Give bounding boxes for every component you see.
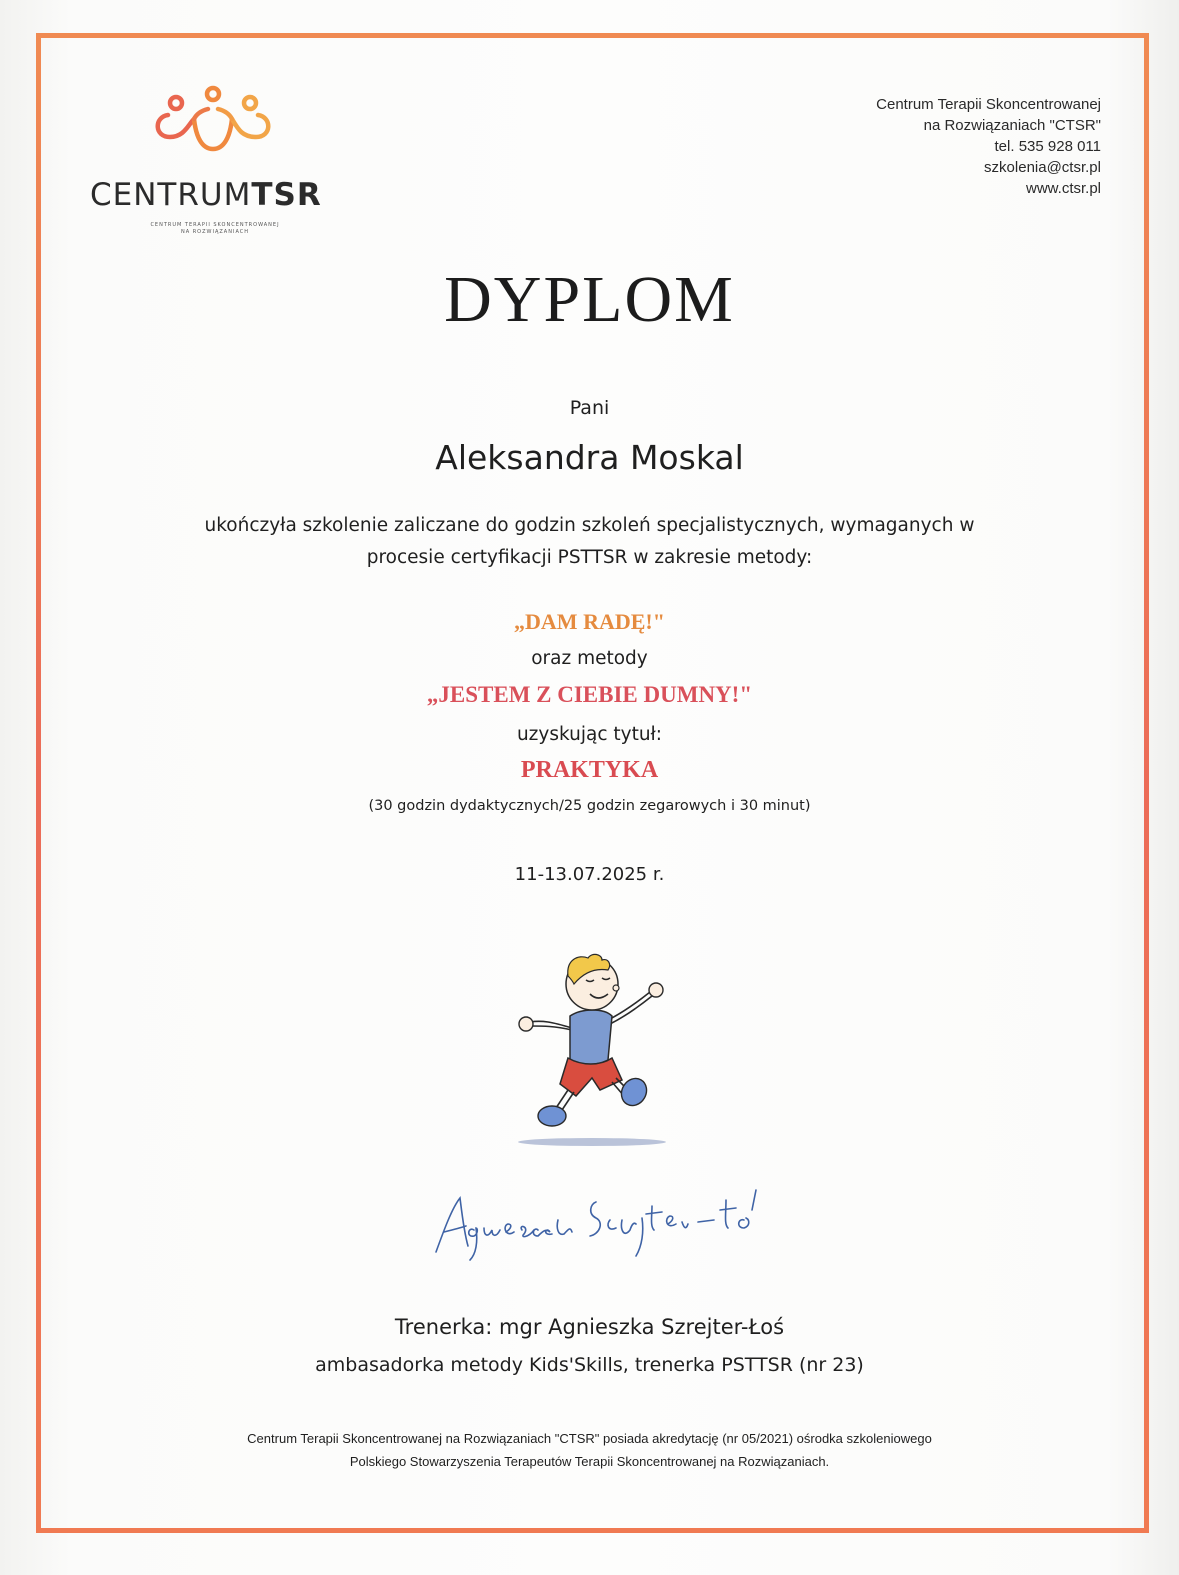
contact-block: [876, 94, 1101, 199]
recipient-name: Aleksandra Moskal: [435, 438, 744, 477]
handwritten-signature: [430, 1180, 770, 1270]
footer-line-2: Polskiego Stowarzyszenia Terapeutów Terapii Skoncentrowanej na Rozwiązaniach.: [349, 1454, 830, 1469]
and-text: oraz metody: [531, 648, 648, 669]
footer-line-1: Centrum Terapii Skoncentrowanej na Rozwiązaniach "CTSR" posiada akredytację (nr 05/2021) ośrodka szkoleniowego: [247, 1431, 932, 1446]
salutation: Pani: [569, 397, 610, 419]
hours-note: (30 godzin dydaktycznych/25 godzin zegarowych i 30 minut): [368, 798, 811, 814]
obtaining-text: uzyskując tytuł:: [516, 724, 663, 745]
description: [0, 510, 1179, 574]
running-boy-illustration: [512, 950, 672, 1150]
method-two: „JESTEM Z CIEBIE DUMNY!": [426, 682, 753, 707]
three-figures-logo-icon: [90, 85, 340, 165]
degree-title: PRAKTYKA: [520, 757, 659, 783]
contact-email: szkolenia@ctsr.pl: [984, 159, 1101, 176]
logo-subtitle: CENTRUM TERAPII SKONCENTROWANEJ NA ROZWIĄZANIACH: [150, 222, 280, 235]
logo-wordmark: CENTRUMTSR: [90, 177, 322, 213]
description-line-1: ukończyła szkolenie zaliczane do godzin szkoleń specjalistycznych, wymaganych w: [204, 515, 975, 536]
contact-org-line1: Centrum Terapii Skoncentrowanej: [876, 96, 1101, 113]
diploma-title: DYPLOM: [444, 263, 735, 336]
trainer-credentials: ambasadorka metody Kids'Skills, trenerka PSTTSR (nr 23): [315, 1354, 864, 1376]
method-one: „DAM RADĘ!": [514, 609, 665, 634]
contact-org-line2: na Rozwiązaniach "CTSR": [923, 117, 1101, 134]
accreditation-footer: [0, 1427, 1179, 1473]
centrum-tsr-logo: [90, 85, 340, 245]
description-line-2: procesie certyfikacji PSTTSR w zakresie metody:: [366, 547, 813, 568]
contact-website: www.ctsr.pl: [1025, 180, 1101, 197]
trainer-name: Trenerka: mgr Agnieszka Szrejter-Łoś: [394, 1315, 785, 1339]
course-date: 11-13.07.2025 r.: [514, 864, 665, 885]
contact-phone: tel. 535 928 011: [994, 138, 1101, 155]
